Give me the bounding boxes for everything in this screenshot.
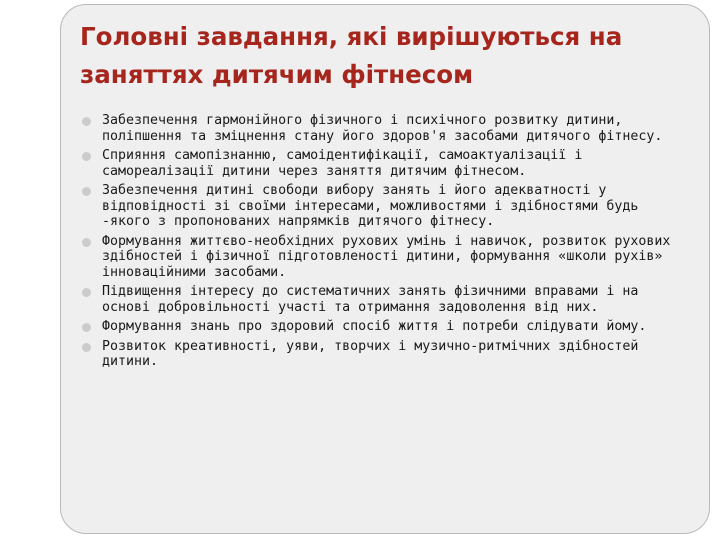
bullet-dot-icon bbox=[82, 117, 91, 126]
bullet-text: Формування знань про здоровий спосіб життя і потреби слідувати йому. bbox=[102, 319, 647, 335]
bullet-dot-icon bbox=[82, 288, 91, 297]
bullet-dot-icon bbox=[82, 343, 91, 352]
list-item bbox=[80, 339, 680, 370]
list-item bbox=[80, 319, 680, 335]
bullet-dot-icon bbox=[82, 238, 91, 247]
list-item bbox=[80, 284, 680, 315]
bullet-list bbox=[80, 113, 680, 374]
bullet-dot-icon bbox=[82, 323, 91, 332]
list-item bbox=[80, 113, 680, 144]
bullet-text: Забезпечення дитині свободи вибору занять і його адекватності у відповідності зі своїми інтересами, можливостями і здібностями будь -якого з пропонованих напрямків дитячого фітнесу. bbox=[102, 183, 639, 230]
slide-title: Головні завдання, які вирішуються на заняттях дитячим фітнесом bbox=[80, 22, 623, 89]
bullet-text: Сприяння самопізнанню, самоідентифікації, самоактуалізації і самореалізації дитини через заняття дитячим фітнесом. bbox=[102, 148, 583, 179]
bullet-dot-icon bbox=[82, 187, 91, 196]
list-item bbox=[80, 148, 680, 179]
bullet-text: Забезпечення гармонійного фізичного і психічного розвитку дитини, поліпшення та зміцнення стану його здоров'я засобами дитячого фітнесу. bbox=[102, 113, 663, 144]
bullet-text: Підвищення інтересу до систематичних занять фізичними вправами і на основі добровільності участі та отримання задоволення від них. bbox=[102, 284, 639, 316]
list-item bbox=[80, 183, 680, 230]
bullet-text: Розвиток креативності, уяви, творчих і музично-ритмічних здібностей дитини. bbox=[102, 338, 639, 370]
bullet-text: Формування життєво-необхідних рухових умінь і навичок, розвиток рухових здібностей і фізичної підготовленості дитини, формування «школи рухів» інноваційними засобами. bbox=[102, 233, 671, 281]
list-item bbox=[80, 234, 680, 281]
bullet-dot-icon bbox=[82, 152, 91, 161]
